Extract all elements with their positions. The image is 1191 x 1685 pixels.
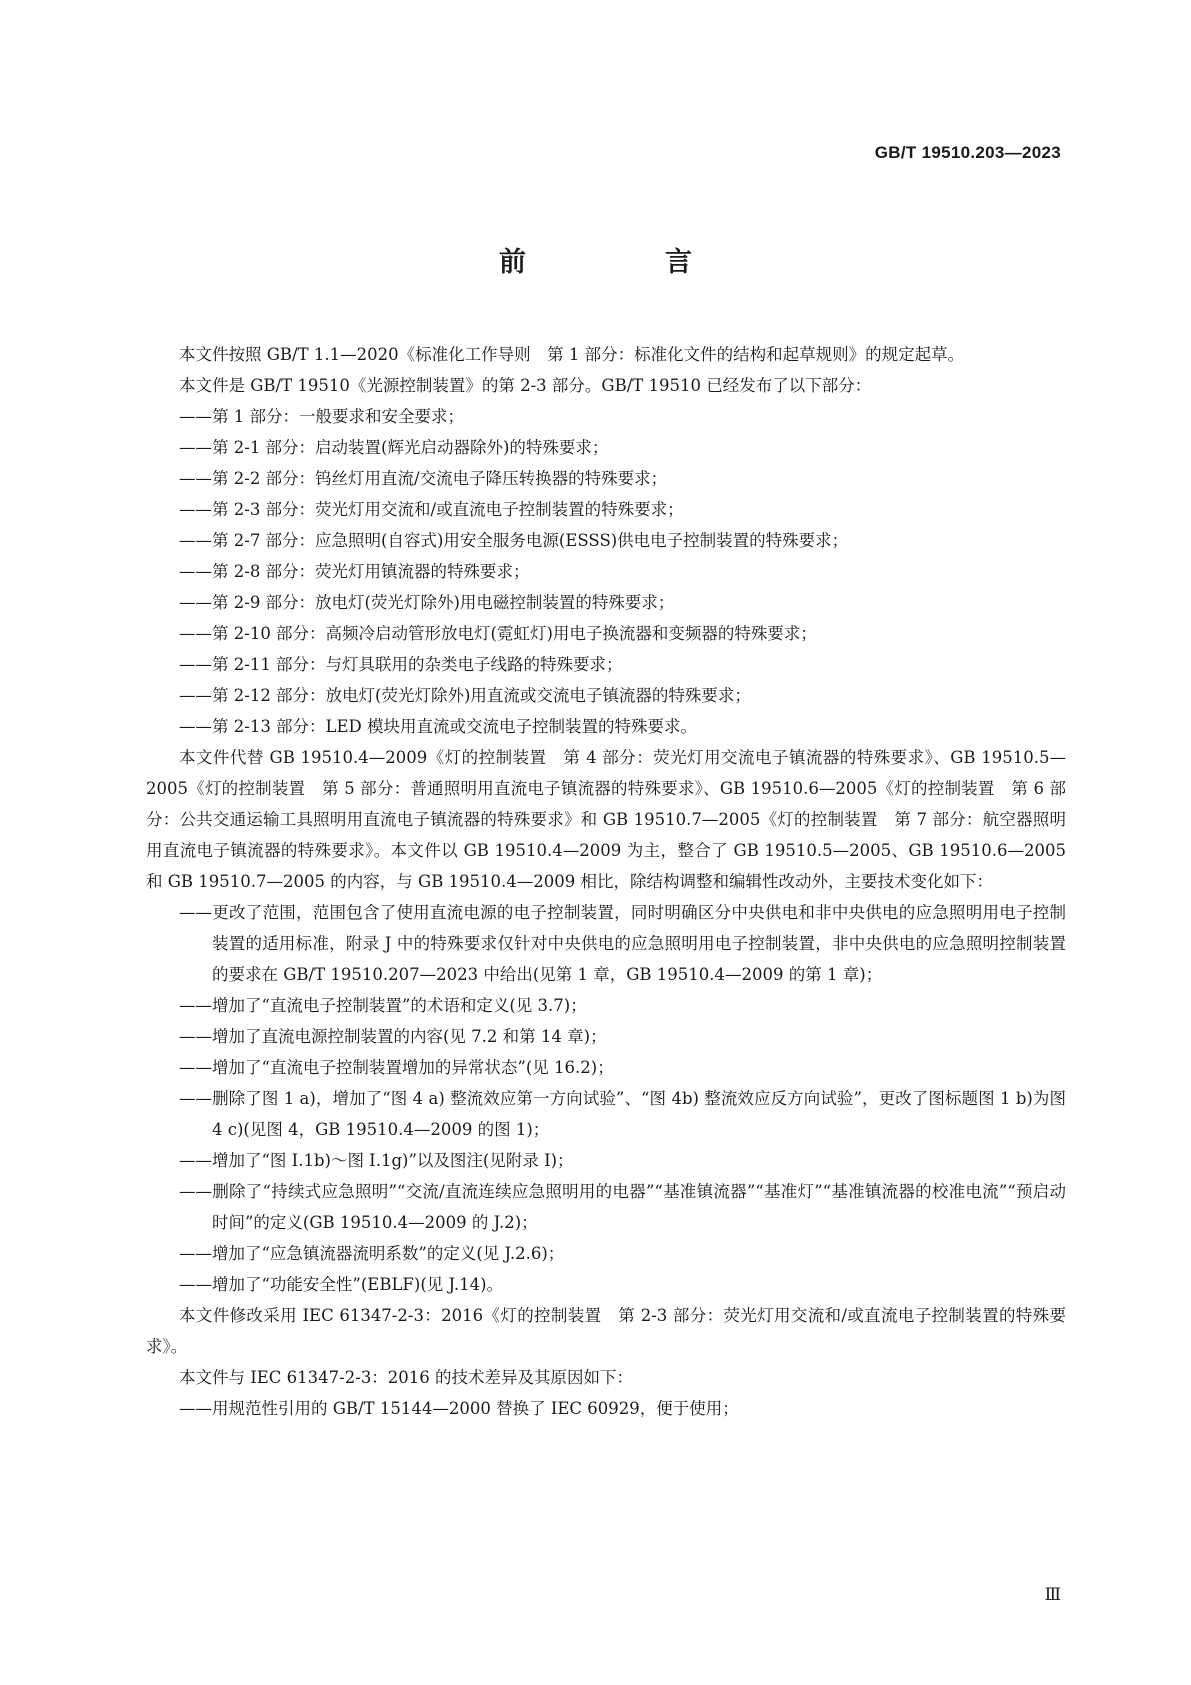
list-item: ——第 2-10 部分：高频冷启动管形放电灯(霓虹灯)用电子换流器和变频器的特殊要求； <box>179 624 817 643</box>
list-item: ——第 2-13 部分：LED 模块用直流或交流电子控制装置的特殊要求。 <box>179 717 698 736</box>
list-item: ——第 2-12 部分：放电灯(荧光灯除外)用直流或交流电子镇流器的特殊要求； <box>179 686 751 705</box>
list-item: ——增加了直流电源控制装置的内容(见 7.2 和第 14 章)； <box>179 1027 607 1046</box>
list-item: ——增加了“功能安全性”(EBLF)(见 J.14)。 <box>179 1275 504 1294</box>
list-item: ——增加了“图 I.1b)～图 I.1g)”以及图注(见附录 I)； <box>179 1151 574 1170</box>
list-item: ——第 2-3 部分：荧光灯用交流和/或直流电子控制装置的特殊要求； <box>179 500 684 519</box>
document-body <box>146 339 1066 1424</box>
list-item: ——第 2-11 部分：与灯具联用的杂类电子线路的特殊要求； <box>179 655 623 674</box>
list-item: ——第 2-8 部分：荧光灯用镇流器的特殊要求； <box>179 562 530 581</box>
list-item: ——删除了“持续式应急照明”“交流/直流连续应急照明用的电器”“基准镇流器”“基准灯”“基准镇流器的校准电流”“预启动时间”的定义(GB 19510.4—2009 的 J.2)； <box>179 1182 1066 1232</box>
paragraph: 本文件修改采用 IEC 61347-2-3：2016《灯的控制装置 第 2-3 部分：荧光灯用交流和/或直流电子控制装置的特殊要求》。 <box>146 1306 1066 1356</box>
page-number: Ⅲ <box>1044 1585 1061 1605</box>
list-item: ——第 1 部分：一般要求和安全要求； <box>179 407 464 426</box>
list-item: ——用规范性引用的 GB/T 15144—2000 替换了 IEC 60929，便于使用； <box>179 1399 739 1418</box>
list-item: ——增加了“直流电子控制装置”的术语和定义(见 3.7)； <box>179 996 587 1015</box>
list-item: ——第 2-7 部分：应急照明(自容式)用安全服务电源(ESSS)供电电子控制装置的特殊要求； <box>179 531 849 550</box>
page-title: 前 言 <box>499 247 748 278</box>
paragraph: 本文件是 GB/T 19510《光源控制装置》的第 2-3 部分。GB/T 19510 已经发布了以下部分： <box>179 376 872 395</box>
list-item: ——增加了“直流电子控制装置增加的异常状态”(见 16.2)； <box>179 1058 614 1077</box>
paragraph: 本文件代替 GB 19510.4—2009《灯的控制装置 第 4 部分：荧光灯用交流电子镇流器的特殊要求》、GB 19510.5—2005《灯的控制装置 第 5 部分：普通照明用直流电子镇流器的特殊要求》、GB 19510.6—2005《灯的控制装置 第 6 部分：公共交通运输工具照明用直流电子镇流器的特殊要求》和 GB 19510.7—2005《灯的控制装置 第 7 部分：航空器照明用直流电子镇流器的特殊要求》。本文件以 GB 19510.4—2009 为主，整合了 GB 19510.5—2005、GB 19510.6—2005 和 GB 19510.7—2005 的内容，与 GB 19510.4—2009 相比，除结构调整和编辑性改动外，主要技术变化如下： <box>146 748 1066 891</box>
standard-code: GB/T 19510.203—2023 <box>874 143 1061 162</box>
paragraph: 本文件按照 GB/T 1.1—2020《标准化工作导则 第 1 部分：标准化文件的结构和起草规则》的规定起草。 <box>179 345 965 364</box>
list-item: ——增加了“应急镇流器流明系数”的定义(见 J.2.6)； <box>179 1244 565 1263</box>
list-item: ——第 2-9 部分：放电灯(荧光灯除外)用电磁控制装置的特殊要求； <box>179 593 675 612</box>
list-item: ——第 2-2 部分：钨丝灯用直流/交流电子降压转换器的特殊要求； <box>179 469 668 488</box>
paragraph: 本文件与 IEC 61347-2-3：2016 的技术差异及其原因如下： <box>179 1368 634 1387</box>
list-item: ——第 2-1 部分：启动装置(辉光启动器除外)的特殊要求； <box>179 438 609 457</box>
list-item: ——更改了范围，范围包含了使用直流电源的电子控制装置，同时明确区分中央供电和非中央供电的应急照明用电子控制装置的适用标准，附录 J 中的特殊要求仅针对中央供电的应急照明用电子控制装置，非中央供电的应急照明控制装置的要求在 GB/T 19510.207—2023 中给出(见第 1 章，GB 19510.4—2009 的第 1 章)； <box>179 903 1066 984</box>
list-item: ——删除了图 1 a)，增加了“图 4 a) 整流效应第一方向试验”、“图 4b) 整流效应反方向试验”，更改了图标题图 1 b)为图 4 c)(见图 4，GB 19510.4—2009 的图 1)； <box>179 1089 1066 1139</box>
